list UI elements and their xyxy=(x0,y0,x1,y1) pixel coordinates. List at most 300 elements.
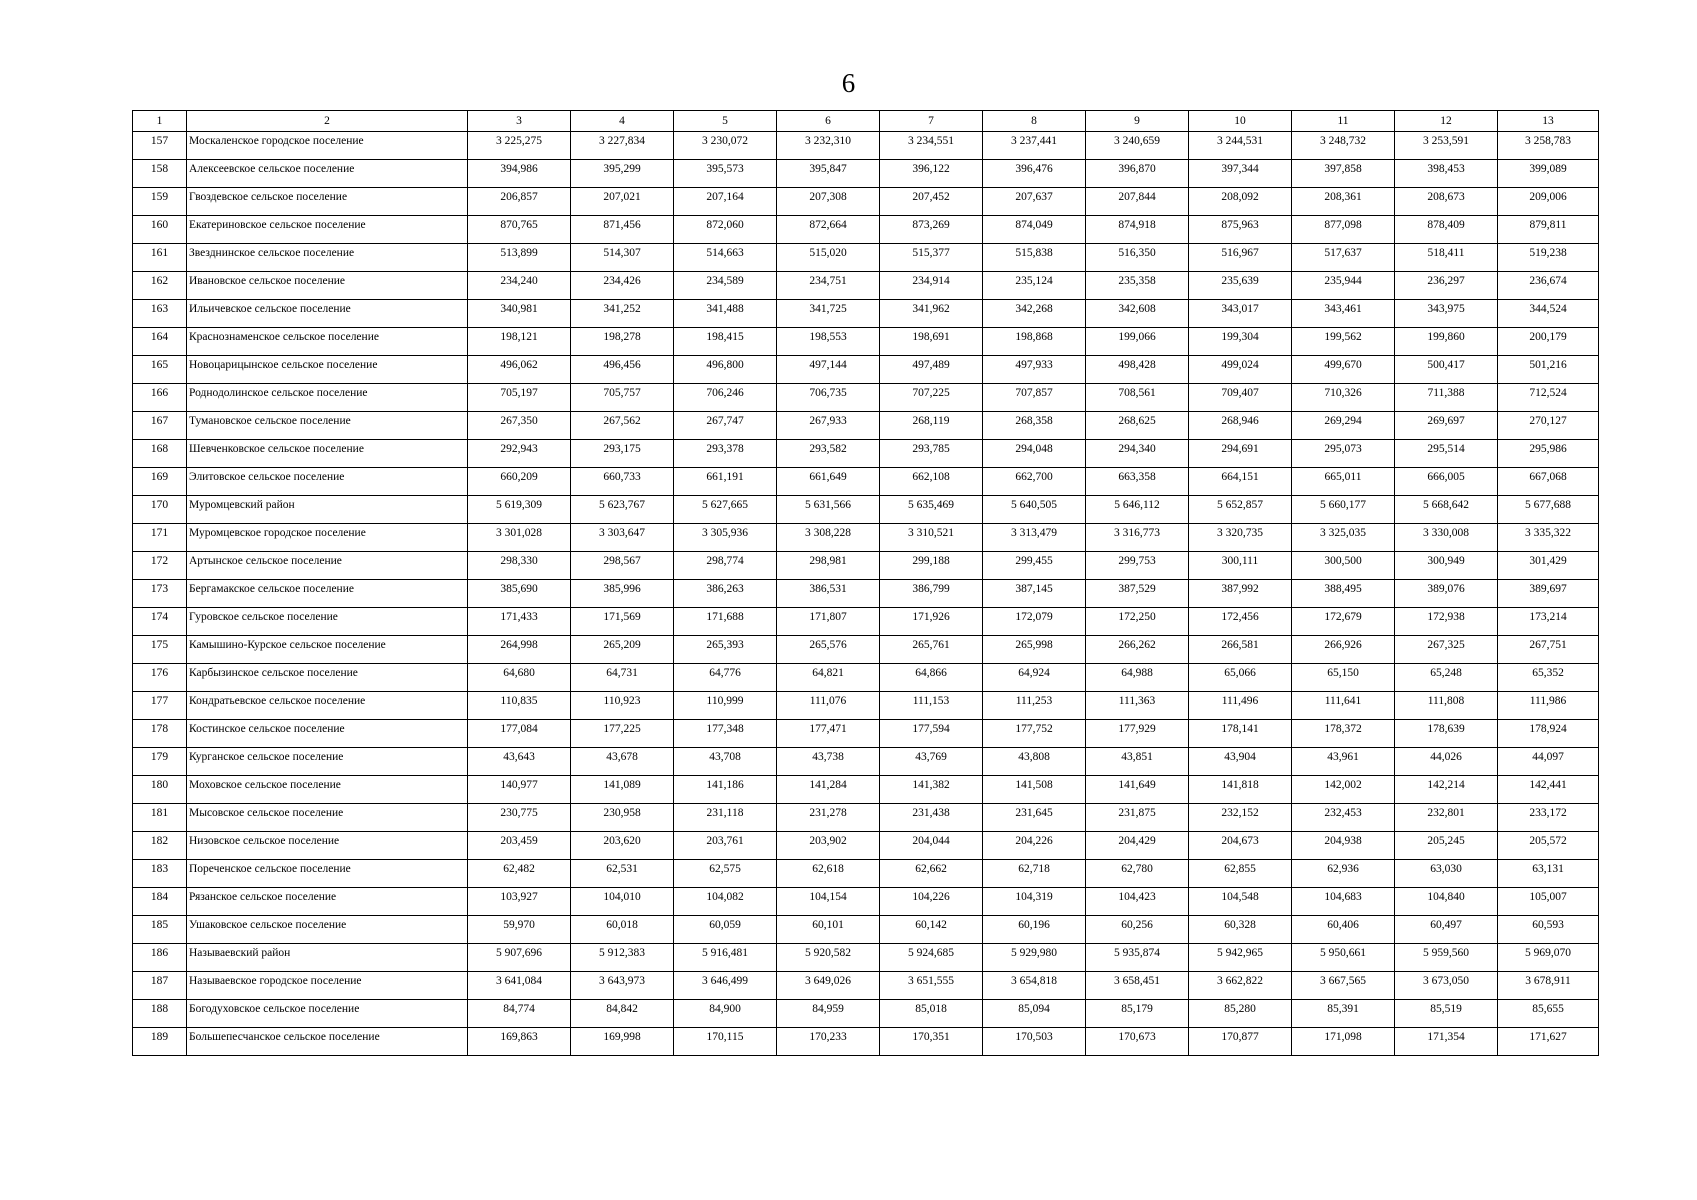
value-cell: 265,761 xyxy=(880,636,983,664)
value-cell: 3 248,732 xyxy=(1292,132,1395,160)
settlement-name-cell: Гуровское сельское поселение xyxy=(187,608,468,636)
value-cell: 385,996 xyxy=(571,580,674,608)
value-cell: 231,645 xyxy=(983,804,1086,832)
value-cell: 266,581 xyxy=(1189,636,1292,664)
value-cell: 267,350 xyxy=(468,412,571,440)
value-cell: 496,062 xyxy=(468,356,571,384)
value-cell: 706,246 xyxy=(674,384,777,412)
settlement-name-cell: Артынское сельское поселение xyxy=(187,552,468,580)
value-cell: 5 969,070 xyxy=(1498,944,1599,972)
value-cell: 5 912,383 xyxy=(571,944,674,972)
value-cell: 204,429 xyxy=(1086,832,1189,860)
value-cell: 64,776 xyxy=(674,664,777,692)
value-cell: 232,152 xyxy=(1189,804,1292,832)
value-cell: 516,967 xyxy=(1189,244,1292,272)
value-cell: 877,098 xyxy=(1292,216,1395,244)
column-header: 8 xyxy=(983,111,1086,132)
row-number-cell: 172 xyxy=(133,552,187,580)
value-cell: 300,500 xyxy=(1292,552,1395,580)
value-cell: 395,573 xyxy=(674,160,777,188)
value-cell: 265,576 xyxy=(777,636,880,664)
value-cell: 62,662 xyxy=(880,860,983,888)
value-cell: 62,618 xyxy=(777,860,880,888)
value-cell: 398,453 xyxy=(1395,160,1498,188)
value-cell: 171,569 xyxy=(571,608,674,636)
value-cell: 293,582 xyxy=(777,440,880,468)
value-cell: 207,021 xyxy=(571,188,674,216)
value-cell: 177,348 xyxy=(674,720,777,748)
value-cell: 874,049 xyxy=(983,216,1086,244)
value-cell: 268,358 xyxy=(983,412,1086,440)
value-cell: 198,868 xyxy=(983,328,1086,356)
value-cell: 200,179 xyxy=(1498,328,1599,356)
value-cell: 177,084 xyxy=(468,720,571,748)
row-number-cell: 167 xyxy=(133,412,187,440)
value-cell: 3 230,072 xyxy=(674,132,777,160)
value-cell: 84,900 xyxy=(674,1000,777,1028)
value-cell: 60,406 xyxy=(1292,916,1395,944)
settlement-name-cell: Бергамакское сельское поселение xyxy=(187,580,468,608)
value-cell: 293,378 xyxy=(674,440,777,468)
settlement-name-cell: Роднодолинское сельское поселение xyxy=(187,384,468,412)
value-cell: 62,482 xyxy=(468,860,571,888)
value-cell: 295,073 xyxy=(1292,440,1395,468)
value-cell: 5 623,767 xyxy=(571,496,674,524)
table-body xyxy=(133,132,1599,1056)
value-cell: 344,524 xyxy=(1498,300,1599,328)
value-cell: 5 920,582 xyxy=(777,944,880,972)
value-cell: 663,358 xyxy=(1086,468,1189,496)
value-cell: 171,688 xyxy=(674,608,777,636)
value-cell: 104,082 xyxy=(674,888,777,916)
value-cell: 3 316,773 xyxy=(1086,524,1189,552)
value-cell: 515,838 xyxy=(983,244,1086,272)
value-cell: 268,946 xyxy=(1189,412,1292,440)
value-cell: 207,637 xyxy=(983,188,1086,216)
value-cell: 300,111 xyxy=(1189,552,1292,580)
value-cell: 3 225,275 xyxy=(468,132,571,160)
value-cell: 496,800 xyxy=(674,356,777,384)
table-row xyxy=(133,300,1599,328)
value-cell: 233,172 xyxy=(1498,804,1599,832)
value-cell: 234,914 xyxy=(880,272,983,300)
value-cell: 170,115 xyxy=(674,1028,777,1056)
value-cell: 111,641 xyxy=(1292,692,1395,720)
value-cell: 172,079 xyxy=(983,608,1086,636)
value-cell: 111,808 xyxy=(1395,692,1498,720)
value-cell: 3 641,084 xyxy=(468,972,571,1000)
value-cell: 496,456 xyxy=(571,356,674,384)
value-cell: 300,949 xyxy=(1395,552,1498,580)
settlement-name-cell: Гвоздевское сельское поселение xyxy=(187,188,468,216)
value-cell: 64,866 xyxy=(880,664,983,692)
value-cell: 342,608 xyxy=(1086,300,1189,328)
value-cell: 85,280 xyxy=(1189,1000,1292,1028)
value-cell: 43,708 xyxy=(674,748,777,776)
value-cell: 231,875 xyxy=(1086,804,1189,832)
value-cell: 85,655 xyxy=(1498,1000,1599,1028)
value-cell: 265,393 xyxy=(674,636,777,664)
value-cell: 170,877 xyxy=(1189,1028,1292,1056)
value-cell: 5 942,965 xyxy=(1189,944,1292,972)
value-cell: 198,553 xyxy=(777,328,880,356)
value-cell: 3 303,647 xyxy=(571,524,674,552)
table-row xyxy=(133,972,1599,1000)
value-cell: 111,986 xyxy=(1498,692,1599,720)
table-row xyxy=(133,384,1599,412)
value-cell: 64,821 xyxy=(777,664,880,692)
settlement-name-cell: Низовское сельское поселение xyxy=(187,832,468,860)
value-cell: 60,593 xyxy=(1498,916,1599,944)
row-number-cell: 164 xyxy=(133,328,187,356)
value-cell: 265,998 xyxy=(983,636,1086,664)
data-table xyxy=(132,110,1599,1056)
value-cell: 387,992 xyxy=(1189,580,1292,608)
value-cell: 396,476 xyxy=(983,160,1086,188)
value-cell: 171,354 xyxy=(1395,1028,1498,1056)
value-cell: 177,225 xyxy=(571,720,674,748)
value-cell: 397,344 xyxy=(1189,160,1292,188)
value-cell: 341,252 xyxy=(571,300,674,328)
value-cell: 708,561 xyxy=(1086,384,1189,412)
value-cell: 84,842 xyxy=(571,1000,674,1028)
value-cell: 872,664 xyxy=(777,216,880,244)
value-cell: 519,238 xyxy=(1498,244,1599,272)
value-cell: 293,175 xyxy=(571,440,674,468)
table-row xyxy=(133,552,1599,580)
value-cell: 707,857 xyxy=(983,384,1086,412)
value-cell: 104,840 xyxy=(1395,888,1498,916)
value-cell: 177,594 xyxy=(880,720,983,748)
value-cell: 177,929 xyxy=(1086,720,1189,748)
table-row xyxy=(133,776,1599,804)
value-cell: 5 924,685 xyxy=(880,944,983,972)
value-cell: 178,639 xyxy=(1395,720,1498,748)
value-cell: 873,269 xyxy=(880,216,983,244)
value-cell: 293,785 xyxy=(880,440,983,468)
value-cell: 231,118 xyxy=(674,804,777,832)
value-cell: 234,240 xyxy=(468,272,571,300)
value-cell: 207,308 xyxy=(777,188,880,216)
value-cell: 59,970 xyxy=(468,916,571,944)
table-row xyxy=(133,328,1599,356)
row-number-cell: 189 xyxy=(133,1028,187,1056)
value-cell: 513,899 xyxy=(468,244,571,272)
value-cell: 3 673,050 xyxy=(1395,972,1498,1000)
value-cell: 141,089 xyxy=(571,776,674,804)
table-row xyxy=(133,356,1599,384)
settlement-name-cell: Большепесчанское сельское поселение xyxy=(187,1028,468,1056)
value-cell: 3 310,521 xyxy=(880,524,983,552)
value-cell: 208,673 xyxy=(1395,188,1498,216)
value-cell: 171,807 xyxy=(777,608,880,636)
value-cell: 499,024 xyxy=(1189,356,1292,384)
value-cell: 84,774 xyxy=(468,1000,571,1028)
value-cell: 60,142 xyxy=(880,916,983,944)
value-cell: 662,700 xyxy=(983,468,1086,496)
value-cell: 231,278 xyxy=(777,804,880,832)
value-cell: 104,226 xyxy=(880,888,983,916)
table-row xyxy=(133,132,1599,160)
value-cell: 104,154 xyxy=(777,888,880,916)
value-cell: 43,851 xyxy=(1086,748,1189,776)
row-number-cell: 173 xyxy=(133,580,187,608)
value-cell: 667,068 xyxy=(1498,468,1599,496)
value-cell: 498,428 xyxy=(1086,356,1189,384)
value-cell: 3 234,551 xyxy=(880,132,983,160)
value-cell: 141,284 xyxy=(777,776,880,804)
value-cell: 5 652,857 xyxy=(1189,496,1292,524)
value-cell: 3 240,659 xyxy=(1086,132,1189,160)
value-cell: 295,514 xyxy=(1395,440,1498,468)
settlement-name-cell: Камышино-Курское сельское поселение xyxy=(187,636,468,664)
value-cell: 3 232,310 xyxy=(777,132,880,160)
value-cell: 64,988 xyxy=(1086,664,1189,692)
value-cell: 172,679 xyxy=(1292,608,1395,636)
value-cell: 294,048 xyxy=(983,440,1086,468)
settlement-name-cell: Тумановское сельское поселение xyxy=(187,412,468,440)
value-cell: 294,691 xyxy=(1189,440,1292,468)
table-row xyxy=(133,524,1599,552)
column-header: 13 xyxy=(1498,111,1599,132)
value-cell: 267,325 xyxy=(1395,636,1498,664)
value-cell: 387,529 xyxy=(1086,580,1189,608)
table-row xyxy=(133,1028,1599,1056)
value-cell: 292,943 xyxy=(468,440,571,468)
value-cell: 204,673 xyxy=(1189,832,1292,860)
row-number-cell: 188 xyxy=(133,1000,187,1028)
value-cell: 199,066 xyxy=(1086,328,1189,356)
row-number-cell: 179 xyxy=(133,748,187,776)
value-cell: 85,391 xyxy=(1292,1000,1395,1028)
value-cell: 497,489 xyxy=(880,356,983,384)
value-cell: 396,870 xyxy=(1086,160,1189,188)
value-cell: 660,733 xyxy=(571,468,674,496)
value-cell: 298,330 xyxy=(468,552,571,580)
table-row xyxy=(133,748,1599,776)
value-cell: 235,639 xyxy=(1189,272,1292,300)
value-cell: 170,673 xyxy=(1086,1028,1189,1056)
value-cell: 104,423 xyxy=(1086,888,1189,916)
value-cell: 662,108 xyxy=(880,468,983,496)
value-cell: 198,121 xyxy=(468,328,571,356)
row-number-cell: 162 xyxy=(133,272,187,300)
value-cell: 60,328 xyxy=(1189,916,1292,944)
value-cell: 3 330,008 xyxy=(1395,524,1498,552)
row-number-cell: 163 xyxy=(133,300,187,328)
value-cell: 5 668,642 xyxy=(1395,496,1498,524)
table-row xyxy=(133,216,1599,244)
table-row xyxy=(133,664,1599,692)
value-cell: 706,735 xyxy=(777,384,880,412)
value-cell: 43,808 xyxy=(983,748,1086,776)
table-row xyxy=(133,1000,1599,1028)
table-row xyxy=(133,832,1599,860)
value-cell: 110,923 xyxy=(571,692,674,720)
value-cell: 3 244,531 xyxy=(1189,132,1292,160)
settlement-name-cell: Кондратьевское сельское поселение xyxy=(187,692,468,720)
column-header: 1 xyxy=(133,111,187,132)
value-cell: 170,233 xyxy=(777,1028,880,1056)
value-cell: 3 649,026 xyxy=(777,972,880,1000)
value-cell: 62,575 xyxy=(674,860,777,888)
value-cell: 64,924 xyxy=(983,664,1086,692)
value-cell: 141,649 xyxy=(1086,776,1189,804)
value-cell: 268,625 xyxy=(1086,412,1189,440)
value-cell: 43,769 xyxy=(880,748,983,776)
table-row xyxy=(133,720,1599,748)
value-cell: 140,977 xyxy=(468,776,571,804)
value-cell: 341,488 xyxy=(674,300,777,328)
value-cell: 199,304 xyxy=(1189,328,1292,356)
value-cell: 169,863 xyxy=(468,1028,571,1056)
table-row xyxy=(133,160,1599,188)
row-number-cell: 161 xyxy=(133,244,187,272)
value-cell: 173,214 xyxy=(1498,608,1599,636)
table-row xyxy=(133,608,1599,636)
value-cell: 3 305,936 xyxy=(674,524,777,552)
value-cell: 111,153 xyxy=(880,692,983,720)
value-cell: 65,150 xyxy=(1292,664,1395,692)
page-number: 6 xyxy=(841,68,856,98)
settlement-name-cell: Муромцевский район xyxy=(187,496,468,524)
value-cell: 299,188 xyxy=(880,552,983,580)
value-cell: 62,936 xyxy=(1292,860,1395,888)
row-number-cell: 178 xyxy=(133,720,187,748)
value-cell: 872,060 xyxy=(674,216,777,244)
column-header: 12 xyxy=(1395,111,1498,132)
value-cell: 298,981 xyxy=(777,552,880,580)
value-cell: 707,225 xyxy=(880,384,983,412)
value-cell: 43,678 xyxy=(571,748,674,776)
value-cell: 60,497 xyxy=(1395,916,1498,944)
value-cell: 44,097 xyxy=(1498,748,1599,776)
value-cell: 230,775 xyxy=(468,804,571,832)
column-header: 5 xyxy=(674,111,777,132)
row-number-cell: 159 xyxy=(133,188,187,216)
value-cell: 385,690 xyxy=(468,580,571,608)
value-cell: 386,263 xyxy=(674,580,777,608)
row-number-cell: 169 xyxy=(133,468,187,496)
value-cell: 298,567 xyxy=(571,552,674,580)
value-cell: 660,209 xyxy=(468,468,571,496)
value-cell: 178,141 xyxy=(1189,720,1292,748)
value-cell: 104,548 xyxy=(1189,888,1292,916)
value-cell: 5 959,560 xyxy=(1395,944,1498,972)
table-row xyxy=(133,440,1599,468)
value-cell: 3 237,441 xyxy=(983,132,1086,160)
value-cell: 60,256 xyxy=(1086,916,1189,944)
value-cell: 294,340 xyxy=(1086,440,1189,468)
table-row xyxy=(133,692,1599,720)
value-cell: 3 678,911 xyxy=(1498,972,1599,1000)
value-cell: 395,299 xyxy=(571,160,674,188)
value-cell: 104,010 xyxy=(571,888,674,916)
value-cell: 205,572 xyxy=(1498,832,1599,860)
value-cell: 43,961 xyxy=(1292,748,1395,776)
value-cell: 85,519 xyxy=(1395,1000,1498,1028)
value-cell: 236,297 xyxy=(1395,272,1498,300)
value-cell: 5 619,309 xyxy=(468,496,571,524)
value-cell: 269,697 xyxy=(1395,412,1498,440)
column-header: 9 xyxy=(1086,111,1189,132)
value-cell: 62,855 xyxy=(1189,860,1292,888)
value-cell: 665,011 xyxy=(1292,468,1395,496)
value-cell: 3 662,822 xyxy=(1189,972,1292,1000)
value-cell: 666,005 xyxy=(1395,468,1498,496)
value-cell: 661,191 xyxy=(674,468,777,496)
value-cell: 5 660,177 xyxy=(1292,496,1395,524)
value-cell: 266,926 xyxy=(1292,636,1395,664)
value-cell: 397,858 xyxy=(1292,160,1395,188)
value-cell: 265,209 xyxy=(571,636,674,664)
value-cell: 269,294 xyxy=(1292,412,1395,440)
value-cell: 204,044 xyxy=(880,832,983,860)
value-cell: 3 658,451 xyxy=(1086,972,1189,1000)
row-number-cell: 160 xyxy=(133,216,187,244)
value-cell: 266,262 xyxy=(1086,636,1189,664)
value-cell: 111,496 xyxy=(1189,692,1292,720)
value-cell: 172,938 xyxy=(1395,608,1498,636)
value-cell: 5 916,481 xyxy=(674,944,777,972)
table-row xyxy=(133,860,1599,888)
value-cell: 664,151 xyxy=(1189,468,1292,496)
value-cell: 514,663 xyxy=(674,244,777,272)
settlement-name-cell: Моховское сельское поселение xyxy=(187,776,468,804)
value-cell: 203,902 xyxy=(777,832,880,860)
value-cell: 878,409 xyxy=(1395,216,1498,244)
value-cell: 208,361 xyxy=(1292,188,1395,216)
value-cell: 3 646,499 xyxy=(674,972,777,1000)
value-cell: 515,020 xyxy=(777,244,880,272)
value-cell: 232,453 xyxy=(1292,804,1395,832)
value-cell: 395,847 xyxy=(777,160,880,188)
value-cell: 705,197 xyxy=(468,384,571,412)
value-cell: 206,857 xyxy=(468,188,571,216)
value-cell: 43,643 xyxy=(468,748,571,776)
header-row xyxy=(133,111,1599,132)
row-number-cell: 180 xyxy=(133,776,187,804)
value-cell: 230,958 xyxy=(571,804,674,832)
value-cell: 3 258,783 xyxy=(1498,132,1599,160)
value-cell: 5 631,566 xyxy=(777,496,880,524)
settlement-name-cell: Ивановское сельское поселение xyxy=(187,272,468,300)
row-number-cell: 177 xyxy=(133,692,187,720)
value-cell: 105,007 xyxy=(1498,888,1599,916)
value-cell: 232,801 xyxy=(1395,804,1498,832)
value-cell: 343,017 xyxy=(1189,300,1292,328)
value-cell: 301,429 xyxy=(1498,552,1599,580)
value-cell: 62,718 xyxy=(983,860,1086,888)
value-cell: 518,411 xyxy=(1395,244,1498,272)
row-number-cell: 170 xyxy=(133,496,187,524)
value-cell: 710,326 xyxy=(1292,384,1395,412)
table-row xyxy=(133,412,1599,440)
value-cell: 399,089 xyxy=(1498,160,1599,188)
table-row xyxy=(133,496,1599,524)
settlement-name-cell: Костинское сельское поселение xyxy=(187,720,468,748)
value-cell: 389,076 xyxy=(1395,580,1498,608)
row-number-cell: 184 xyxy=(133,888,187,916)
settlement-name-cell: Москаленское городское поселение xyxy=(187,132,468,160)
value-cell: 709,407 xyxy=(1189,384,1292,412)
column-header: 2 xyxy=(187,111,468,132)
row-number-cell: 175 xyxy=(133,636,187,664)
value-cell: 65,066 xyxy=(1189,664,1292,692)
table-row xyxy=(133,916,1599,944)
row-number-cell: 176 xyxy=(133,664,187,692)
value-cell: 343,975 xyxy=(1395,300,1498,328)
